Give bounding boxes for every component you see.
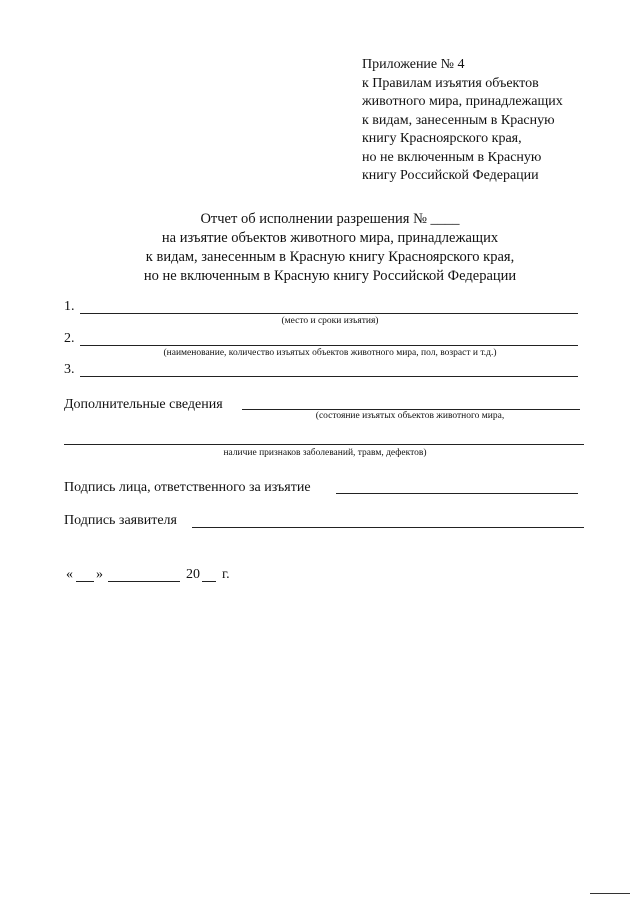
item-2-field[interactable] — [80, 345, 578, 346]
additional-info-field-1[interactable] — [242, 409, 580, 410]
appendix-line: книгу Российской Федерации — [362, 168, 539, 183]
date-month-field[interactable] — [108, 581, 180, 582]
date-year-field[interactable] — [202, 581, 216, 582]
item-1-field[interactable] — [80, 313, 578, 314]
report-title-line-2: на изъятие объектов животного мира, принадлежащих — [161, 230, 499, 246]
date-open-quote: « — [66, 567, 73, 582]
responsible-signature-field[interactable] — [336, 493, 578, 494]
item-number-1: 1. — [64, 299, 75, 314]
item-3-field[interactable] — [80, 376, 578, 377]
additional-info-hint-1: (состояние изъятых объектов животного мира, — [315, 411, 505, 421]
additional-info-field-2[interactable] — [64, 444, 584, 445]
date-year-prefix: 20 — [186, 567, 200, 582]
appendix-line: но не включенным в Красную — [362, 149, 542, 165]
page-edge-rule — [590, 893, 630, 894]
item-2-hint: (наименование, количество изъятых объектов животного мира, пол, возраст и т.д.) — [163, 348, 497, 358]
appendix-header — [362, 56, 612, 186]
date-close-quote: » — [96, 567, 103, 582]
item-number-3: 3. — [64, 362, 75, 377]
date-day-field[interactable] — [76, 581, 94, 582]
applicant-signature-field[interactable] — [192, 527, 584, 528]
appendix-line: к Правилам изъятия объектов — [362, 75, 539, 91]
report-title-line-4: но не включенным в Красную книгу Российской Федерации — [143, 268, 517, 284]
report-title-line-1: Отчет об исполнении разрешения № ____ — [200, 211, 460, 227]
responsible-signature-label: Подпись лица, ответственного за изъятие — [64, 480, 311, 495]
appendix-line: к видам, занесенным в Красную — [362, 112, 555, 128]
item-1-hint: (место и сроки изъятия) — [281, 316, 379, 326]
appendix-line: Приложение № 4 — [362, 57, 465, 72]
additional-info-hint-2: наличие признаков заболеваний, травм, дефектов) — [223, 448, 427, 458]
item-number-2: 2. — [64, 331, 75, 346]
date-year-suffix: г. — [222, 567, 230, 582]
report-title-line-3: к видам, занесенным в Красную книгу Красноярского края, — [145, 249, 515, 265]
applicant-signature-label: Подпись заявителя — [64, 513, 177, 528]
appendix-line: животного мира, принадлежащих — [362, 94, 563, 109]
additional-info-label: Дополнительные сведения — [64, 397, 223, 412]
appendix-line: книгу Красноярского края, — [362, 131, 522, 146]
